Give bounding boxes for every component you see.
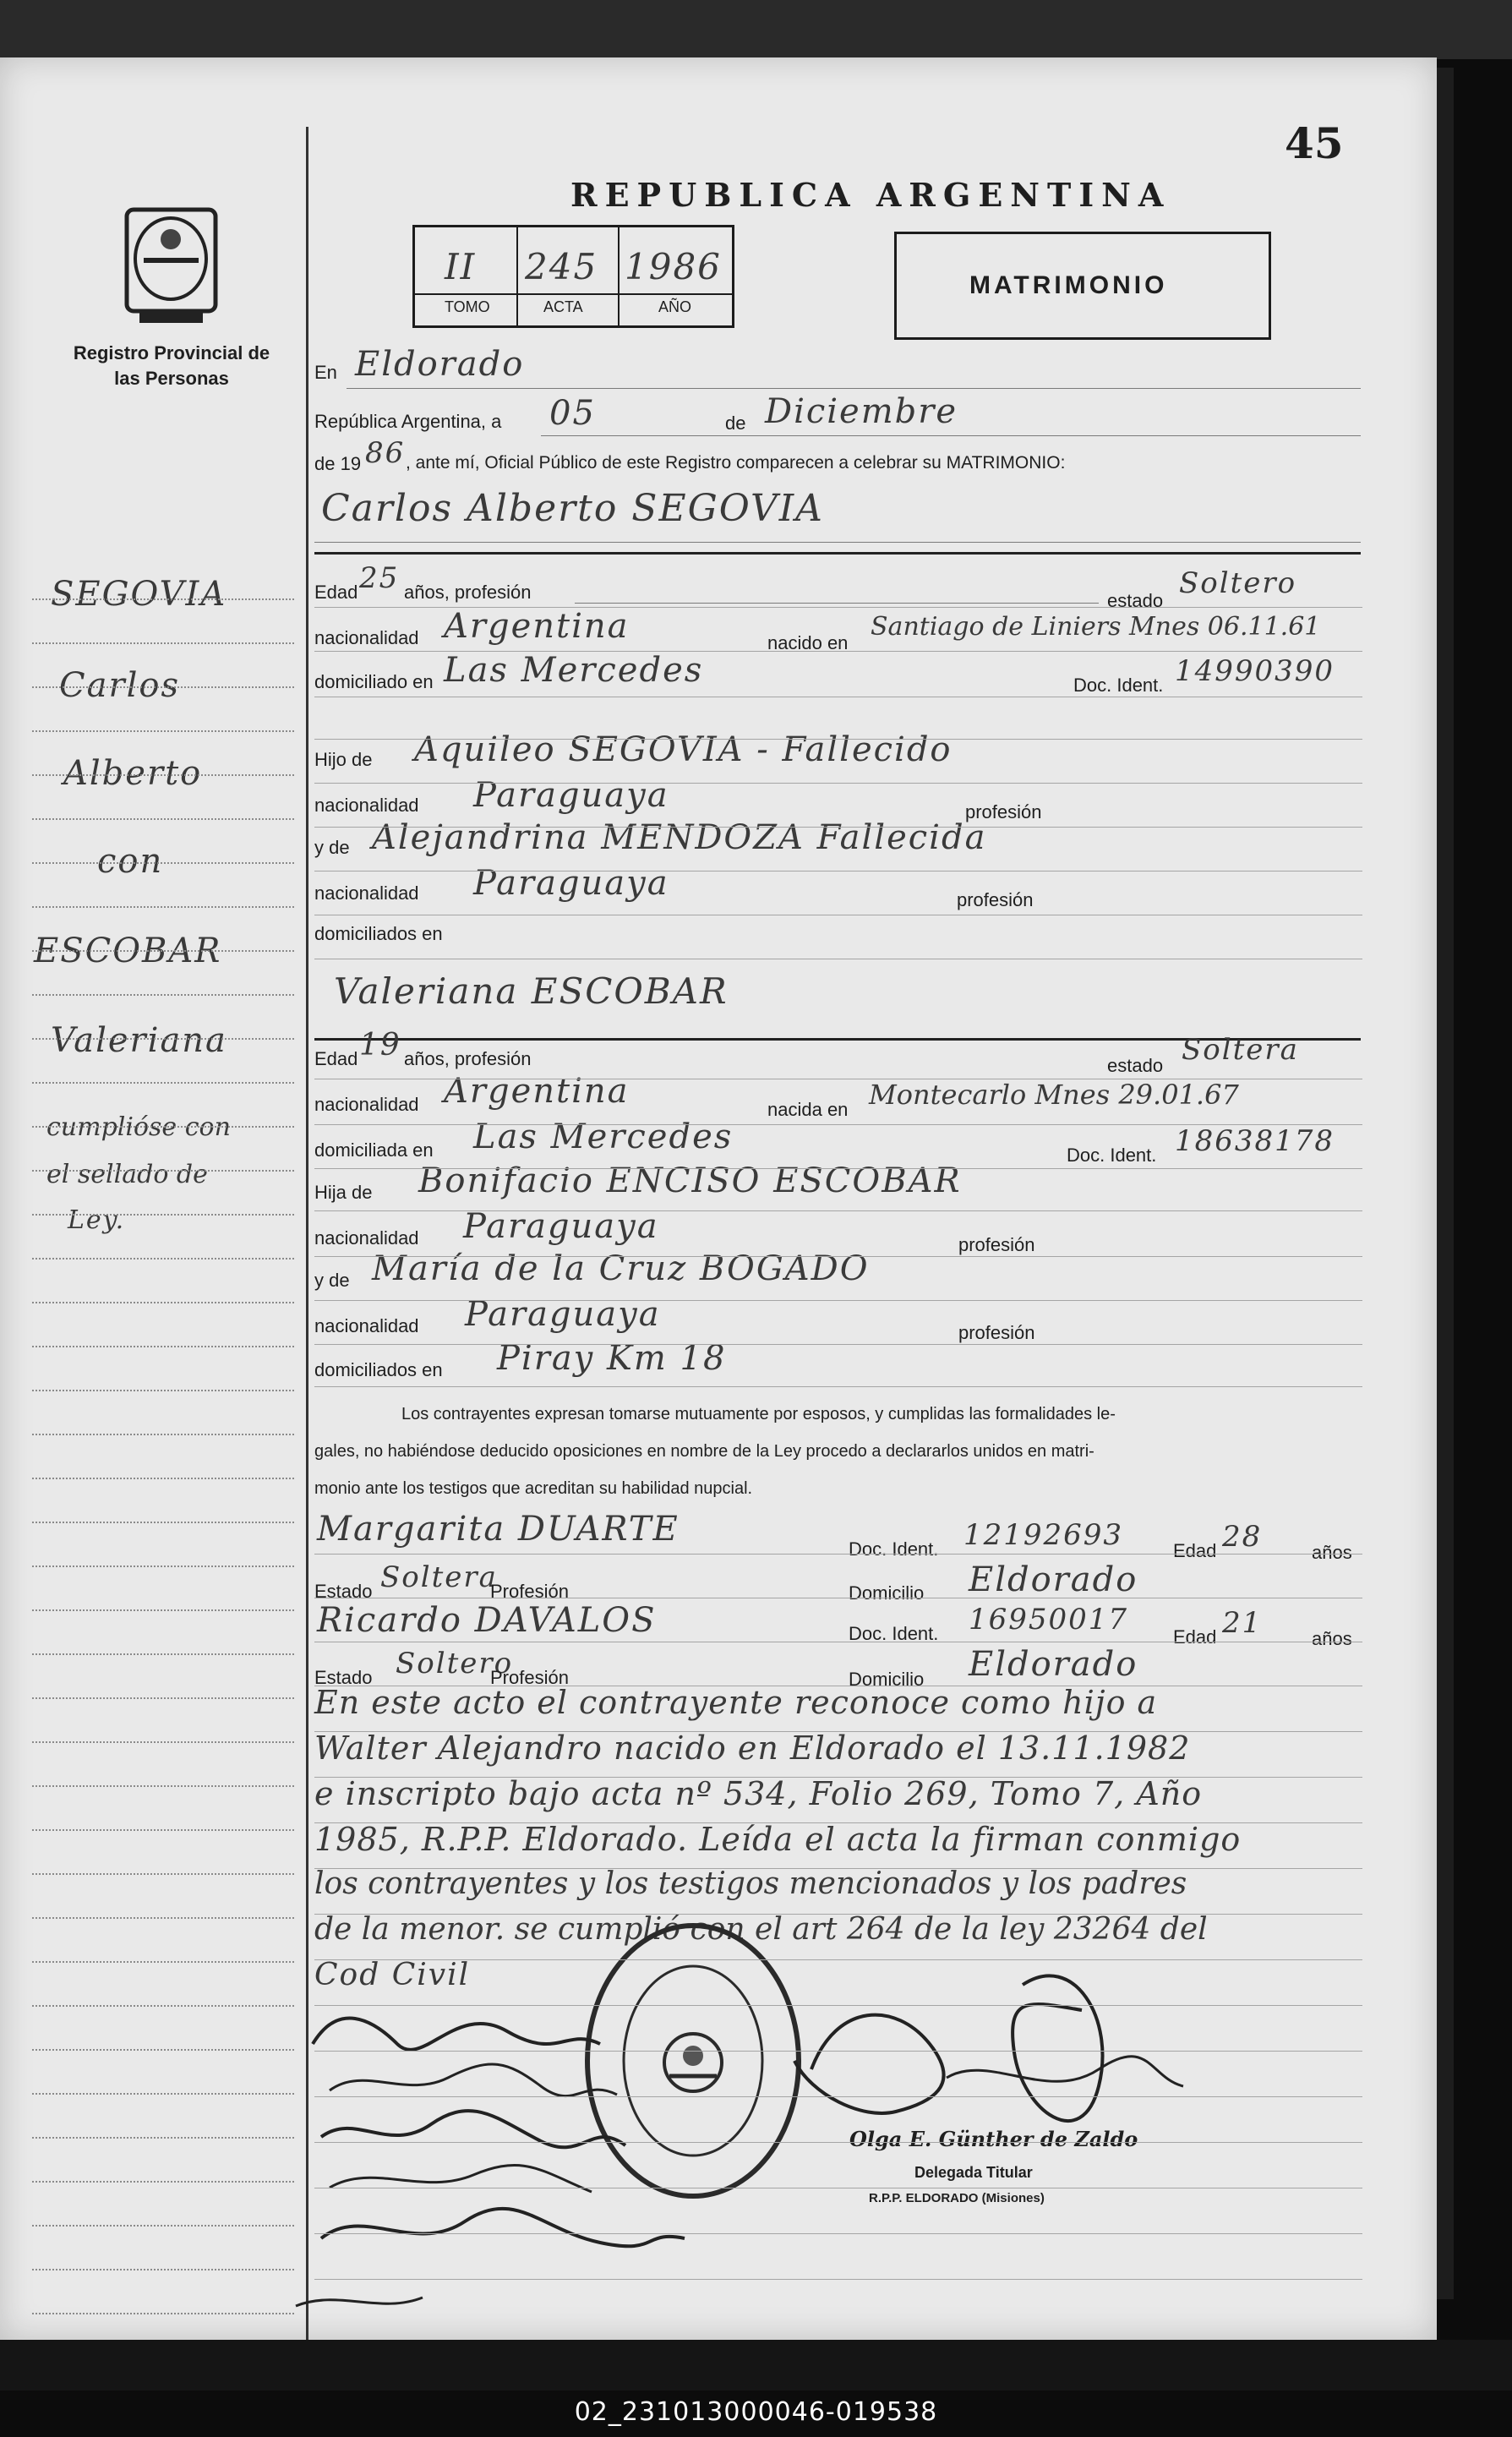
groom-doc-label: Doc. Ident.	[1073, 675, 1164, 696]
form-rule-line	[314, 1256, 1362, 1258]
margin-rule-line	[32, 1873, 294, 1876]
form-rule-line	[314, 871, 1362, 872]
form-rule-line	[314, 2188, 1362, 2189]
ano-label: AÑO	[658, 298, 692, 315]
intro-sentence: , ante mí, Oficial Público de este Registro comparecen a celebrar su MATRIMONIO:	[406, 453, 1066, 473]
margin-line-3: Alberto	[63, 754, 203, 793]
margin-rule-line	[32, 774, 294, 777]
groom-edad: 25	[359, 561, 400, 595]
note-line-6: de la menor. se cumplió con el art 264 de la ley 23264 del	[314, 1912, 1208, 1947]
witness-1-name: Margarita DUARTE	[317, 1510, 680, 1549]
margin-rule-line	[32, 950, 294, 953]
form-rule-line	[314, 1168, 1362, 1170]
acta-label: ACTA	[543, 298, 583, 315]
witness-1-domicilio-label: Domicilio	[849, 1582, 925, 1604]
witness-2-doc: 16950017	[969, 1603, 1129, 1637]
margin-rule-line	[32, 2181, 294, 2183]
margin-rule-line	[32, 1258, 294, 1260]
margin-rule-line	[32, 1302, 294, 1304]
margin-rule-line	[32, 2093, 294, 2095]
margin-rule-line	[32, 1741, 294, 1744]
bride-full-name: Valeriana ESCOBAR	[334, 970, 729, 1012]
witness-1-edad: 28	[1222, 1520, 1263, 1554]
margin-rule-line	[32, 1126, 294, 1128]
margin-rule-line	[32, 2269, 294, 2271]
form-rule-line	[314, 2096, 1362, 2098]
groom-full-name: Carlos Alberto SEGOVIA	[321, 487, 824, 530]
country-title: REPUBLICA ARGENTINA	[570, 176, 1171, 214]
margin-rule-line	[32, 598, 294, 601]
margin-rule-line	[32, 1390, 294, 1392]
bride-father-nac: Paraguaya	[463, 1207, 659, 1246]
bride-mother-prof-label: profesión	[958, 1322, 1035, 1343]
bride-mother-nac-label: nacionalidad	[314, 1315, 419, 1336]
witness-1-estado: Soltera	[380, 1560, 498, 1594]
official-title: Delegada Titular	[914, 2164, 1033, 2181]
note-line-4: 1985, R.P.P. Eldorado. Leída el acta la firman conmigo	[314, 1821, 1242, 1858]
bride-nacida: Montecarlo Mnes 29.01.67	[869, 1079, 1239, 1111]
groom-doc: 14990390	[1175, 654, 1335, 688]
groom-hijo-label: Hijo de	[314, 749, 373, 770]
form-rule-line	[314, 959, 1362, 960]
coat-of-arms-icon	[118, 201, 224, 328]
bride-domiciliados-label: domiciliados en	[314, 1359, 443, 1380]
bride-nacionalidad-label: nacionalidad	[314, 1094, 419, 1115]
margin-rule-line	[32, 906, 294, 909]
groom-father-nac: Paraguaya	[473, 776, 669, 815]
margin-rule-line	[32, 1697, 294, 1700]
form-rule-line	[314, 2233, 1362, 2235]
form-rule-line	[314, 2051, 1362, 2052]
form-rule-line	[314, 2005, 1362, 2007]
margin-line-1: SEGOVIA	[51, 575, 227, 614]
bride-father-prof-label: profesión	[958, 1234, 1035, 1255]
form-rule-line	[314, 1210, 1362, 1212]
margin-rule-line	[32, 686, 294, 689]
note-line-3: e inscripto bajo acta nº 534, Folio 269, Tomo 7, Año	[314, 1775, 1203, 1812]
form-rule-line	[314, 1386, 1362, 1388]
witness-1-edad-label: Edad	[1173, 1540, 1217, 1561]
declaration-line-3: monio ante los testigos que acreditan su habilidad nupcial.	[314, 1479, 753, 1498]
margin-rule-line	[32, 1170, 294, 1172]
bride-domicilio-label: domiciliada en	[314, 1139, 434, 1161]
bride-domicilio: Las Mercedes	[473, 1117, 734, 1156]
bride-doc: 18638178	[1175, 1124, 1335, 1158]
register-page	[0, 57, 1437, 2340]
margin-line-7: cumplióse con	[46, 1112, 231, 1142]
groom-father: Aquileo SEGOVIA - Fallecido	[414, 730, 953, 769]
bride-parents-domicilio: Piray Km 18	[497, 1339, 727, 1378]
groom-mother-nac: Paraguaya	[473, 864, 669, 903]
form-rule-line	[314, 827, 1362, 828]
scan-background-top	[0, 0, 1512, 59]
groom-estado-label: estado	[1107, 590, 1164, 611]
witness-2-profesion-label: Profesión	[490, 1667, 569, 1688]
groom-yde-label: y de	[314, 837, 350, 858]
form-rule-line	[314, 651, 1362, 653]
witness-1-profesion-label: Profesión	[490, 1581, 569, 1602]
de-label: de	[725, 413, 746, 434]
margin-rule-line	[32, 1609, 294, 1612]
witness-1-domicilio: Eldorado	[969, 1560, 1138, 1599]
scan-background-bottom	[0, 2340, 1512, 2391]
marriage-month: Diciembre	[765, 392, 958, 431]
form-rule-line	[314, 783, 1362, 784]
form-rule-line	[314, 1300, 1362, 1302]
margin-rule-line	[32, 1038, 294, 1041]
margin-rule-line	[32, 1522, 294, 1524]
note-line-1: En este acto el contrayente reconoce como hijo a	[314, 1684, 1158, 1721]
margin-rule-line	[32, 2049, 294, 2052]
form-rule-line	[314, 1598, 1362, 1599]
form-rule-line	[314, 607, 1362, 609]
margin-rule-line	[32, 1565, 294, 1568]
witness-2-domicilio-label: Domicilio	[849, 1669, 925, 1690]
bride-edad-label: Edad	[314, 1048, 358, 1069]
margin-rule-line	[32, 1785, 294, 1788]
witness-2-anos: años	[1312, 1628, 1352, 1649]
groom-father-nac-label: nacionalidad	[314, 795, 419, 816]
note-line-7: Cod Civil	[314, 1958, 471, 1992]
file-id: 02_231013000046-019538	[574, 2397, 938, 2427]
marriage-place: Eldorado	[355, 345, 525, 384]
margin-rule-line	[32, 2225, 294, 2227]
witness-2-estado: Soltero	[396, 1647, 514, 1680]
form-rule-line	[314, 1731, 1362, 1733]
witness-2-name: Ricardo DAVALOS	[317, 1601, 657, 1640]
witness-2-edad-label: Edad	[1173, 1626, 1217, 1647]
bride-estado: Soltera	[1182, 1033, 1299, 1067]
marriage-day: 05	[549, 394, 596, 433]
bride-doc-label: Doc. Ident.	[1067, 1145, 1157, 1166]
record-type: MATRIMONIO	[969, 271, 1168, 299]
form-rule-line	[314, 1822, 1362, 1824]
bride-yde-label: y de	[314, 1270, 350, 1291]
signatures-scribbles	[287, 1951, 1386, 2340]
groom-domicilio: Las Mercedes	[444, 651, 704, 690]
form-rule-line	[314, 1079, 1362, 1080]
groom-estado: Soltero	[1179, 566, 1297, 600]
republica-label: República Argentina, a	[314, 411, 502, 432]
margin-rule-line	[32, 1917, 294, 1920]
year-suffix: 86	[365, 436, 406, 470]
witness-1-doc-label: Doc. Ident.	[849, 1538, 939, 1560]
margin-line-5: ESCOBAR	[34, 932, 222, 970]
declaration-line-2: gales, no habiéndose deducido oposiciones en nombre de la Ley procedo a declararlos unidos en matri-	[314, 1442, 1094, 1461]
witness-2-doc-label: Doc. Ident.	[849, 1623, 939, 1644]
form-rule-line	[314, 915, 1362, 916]
margin-rule-line	[32, 2005, 294, 2008]
margin-rule-line	[32, 1346, 294, 1348]
form-rule-line	[314, 2142, 1362, 2144]
margin-rule-line	[32, 1653, 294, 1656]
form-rule-line	[314, 697, 1362, 698]
groom-domiciliados-label: domiciliados en	[314, 923, 443, 944]
form-rule-line	[314, 1777, 1362, 1779]
tomo-label: TOMO	[445, 298, 490, 315]
margin-rule-line	[32, 994, 294, 997]
form-rule-line	[314, 1554, 1362, 1555]
witness-2-edad: 21	[1222, 1606, 1263, 1640]
groom-mother: Alejandrina MENDOZA Fallecida	[372, 818, 987, 857]
groom-father-prof-label: profesión	[965, 801, 1042, 822]
margin-rule-line	[32, 1434, 294, 1436]
form-rule-line	[314, 1959, 1362, 1961]
bride-father-nac-label: nacionalidad	[314, 1227, 419, 1249]
bride-mother: María de la Cruz BOGADO	[372, 1249, 870, 1288]
acta-value: 245	[525, 246, 598, 287]
ano-value: 1986	[625, 246, 722, 287]
official-office: R.P.P. ELDORADO (Misiones)	[869, 2191, 1045, 2205]
witness-2-estado-label: Estado	[314, 1667, 373, 1688]
margin-rule-line	[32, 818, 294, 821]
note-line-5: los contrayentes y los testigos mencionados y los padres	[314, 1866, 1187, 1901]
year-prefix: de 19	[314, 453, 362, 474]
form-rule-line	[314, 739, 1362, 740]
record-type-box	[894, 232, 1271, 340]
bride-anos-profesion-label: años, profesión	[404, 1048, 532, 1069]
declaration-line-1: Los contrayentes expresan tomarse mutuamente por esposos, y cumplidas las formalidades le-	[401, 1405, 1116, 1423]
page-number: 45	[1285, 118, 1344, 168]
bride-edad: 19	[359, 1028, 401, 1063]
groom-nacido-label: nacido en	[767, 632, 849, 653]
margin-rule-line	[32, 1961, 294, 1964]
witness-1-estado-label: Estado	[314, 1581, 373, 1602]
margin-rule-line	[32, 1478, 294, 1480]
margin-rule-line	[32, 1214, 294, 1216]
form-rule-line	[314, 1868, 1362, 1870]
form-rule-line	[314, 1124, 1362, 1126]
groom-edad-label: Edad	[314, 582, 358, 603]
groom-anos-profesion-label: años, profesión	[404, 582, 532, 603]
groom-nacionalidad-label: nacionalidad	[314, 627, 419, 648]
groom-mother-prof-label: profesión	[957, 889, 1034, 910]
margin-line-6: Valeriana	[51, 1021, 227, 1060]
record-number-box	[412, 225, 734, 328]
witness-2-domicilio: Eldorado	[969, 1645, 1138, 1684]
form-rule-line	[314, 1642, 1362, 1643]
en-label: En	[314, 362, 337, 383]
form-rule-line	[314, 2279, 1362, 2281]
margin-rule-line	[32, 642, 294, 645]
groom-nacido: Santiago de Liniers Mnes 06.11.61	[871, 612, 1321, 642]
tomo-value: II	[445, 246, 477, 287]
form-rule-line	[314, 1686, 1362, 1687]
margin-line-9: Ley.	[68, 1205, 126, 1235]
bride-mother-nac: Paraguaya	[465, 1295, 661, 1334]
form-rule-line	[314, 1344, 1362, 1346]
margin-rule-line	[32, 1829, 294, 1832]
margin-line-2: Carlos	[59, 666, 180, 705]
margin-rule-line	[32, 730, 294, 733]
registry-name: Registro Provincial de las Personas	[73, 342, 270, 389]
bride-nacida-label: nacida en	[767, 1099, 849, 1120]
margin-line-4: con	[97, 842, 164, 881]
groom-domicilio-label: domiciliado en	[314, 671, 434, 692]
bride-estado-label: estado	[1107, 1055, 1164, 1076]
margin-rule-line	[32, 862, 294, 865]
margin-line-8: el sellado de	[46, 1160, 208, 1189]
groom-nacionalidad: Argentina	[444, 607, 630, 646]
bride-father: Bonifacio ENCISO ESCOBAR	[418, 1161, 962, 1200]
margin-rule-line	[32, 2137, 294, 2139]
note-line-2: Walter Alejandro nacido en Eldorado el 13.11.1982	[314, 1729, 1191, 1767]
margin-rule-line	[32, 1082, 294, 1085]
form-rule-line	[314, 1914, 1362, 1915]
bride-hija-label: Hija de	[314, 1182, 373, 1203]
witness-1-doc: 12192693	[963, 1518, 1124, 1552]
groom-mother-nac-label: nacionalidad	[314, 882, 419, 904]
official-name: Olga E. Günther de Zaldo	[849, 2127, 1138, 2151]
witness-1-anos: años	[1312, 1542, 1352, 1563]
bride-nacionalidad: Argentina	[444, 1072, 630, 1111]
margin-rule-line	[32, 2313, 294, 2315]
